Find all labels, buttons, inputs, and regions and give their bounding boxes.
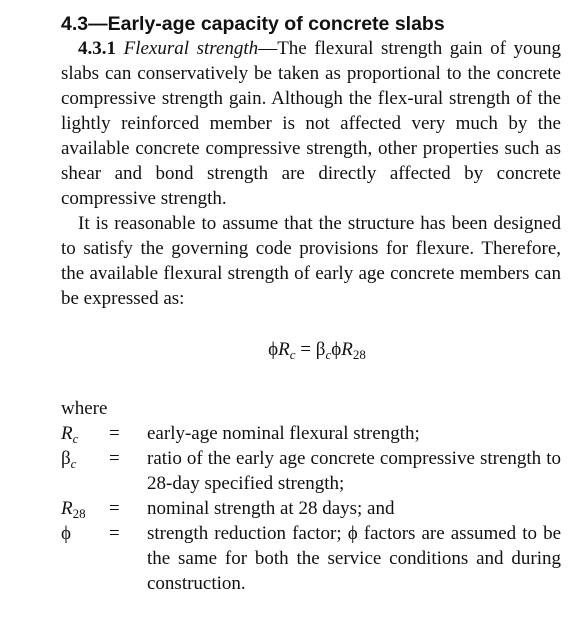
eq-sub-c-1: c — [289, 347, 296, 362]
definition-Rc — [61, 421, 561, 446]
document-page — [61, 12, 561, 596]
def-equals: = — [109, 498, 120, 519]
paragraph-2: It is reasonable to assume that the structure has been designed to satisfy the governing code provisions for flexure. Therefore, the available flexural strength of early age concrete members can be expressed as: — [61, 213, 561, 309]
subsection-title: Flexural strength — [123, 38, 259, 59]
flexural-strength-equation — [61, 337, 561, 362]
eq-sub-28: 28 — [352, 347, 366, 362]
def-description: ratio of the early age concrete compressive strength to 28-day specified strength; — [147, 448, 561, 494]
def-description: strength reduction factor; ϕ factors are assumed to be the same for both the service conditions and during construction. — [147, 523, 561, 594]
paragraph-1-text: The flexural strength gain of young slabs can conservatively be taken as proportional to the concrete compressive strength gain. Although the flex-ural strength of the lightly reinforced member is not affected very much by the available concrete compressive strength, other properties such as shear and bond strength are directly affected by concrete compressive strength. — [61, 38, 562, 209]
title-dash: — — [258, 38, 278, 59]
def-equals: = — [109, 448, 120, 469]
eq-phi-2: ϕ — [331, 339, 342, 360]
eq-phi-1: ϕ — [268, 339, 279, 360]
def-subscript: c — [72, 431, 79, 446]
def-subscript: c — [70, 456, 77, 471]
eq-sub-c-2: c — [325, 347, 332, 362]
eq-R-1: R — [278, 339, 290, 360]
def-symbol: β — [61, 448, 71, 469]
eq-beta: β — [315, 339, 326, 360]
eq-equals: = — [295, 339, 316, 360]
section-heading: 4.3—Early-age capacity of concrete slabs — [61, 13, 445, 35]
def-equals: = — [109, 523, 120, 544]
def-symbol: ϕ — [61, 523, 72, 544]
paragraph-flexural-strength — [61, 36, 561, 211]
definition-phi — [61, 521, 561, 596]
eq-R-2: R — [341, 339, 353, 360]
def-description: early-age nominal flexural strength; — [147, 423, 420, 444]
definition-R28 — [61, 496, 561, 521]
definition-beta-c — [61, 446, 561, 496]
def-description: nominal strength at 28 days; and — [147, 498, 395, 519]
def-symbol: R — [61, 423, 73, 444]
def-subscript: 28 — [72, 506, 86, 521]
def-symbol: R — [61, 498, 73, 519]
where-label: where — [61, 398, 108, 419]
definitions-list — [61, 421, 561, 596]
def-equals: = — [109, 423, 120, 444]
subsection-number: 4.3.1 — [78, 38, 116, 59]
